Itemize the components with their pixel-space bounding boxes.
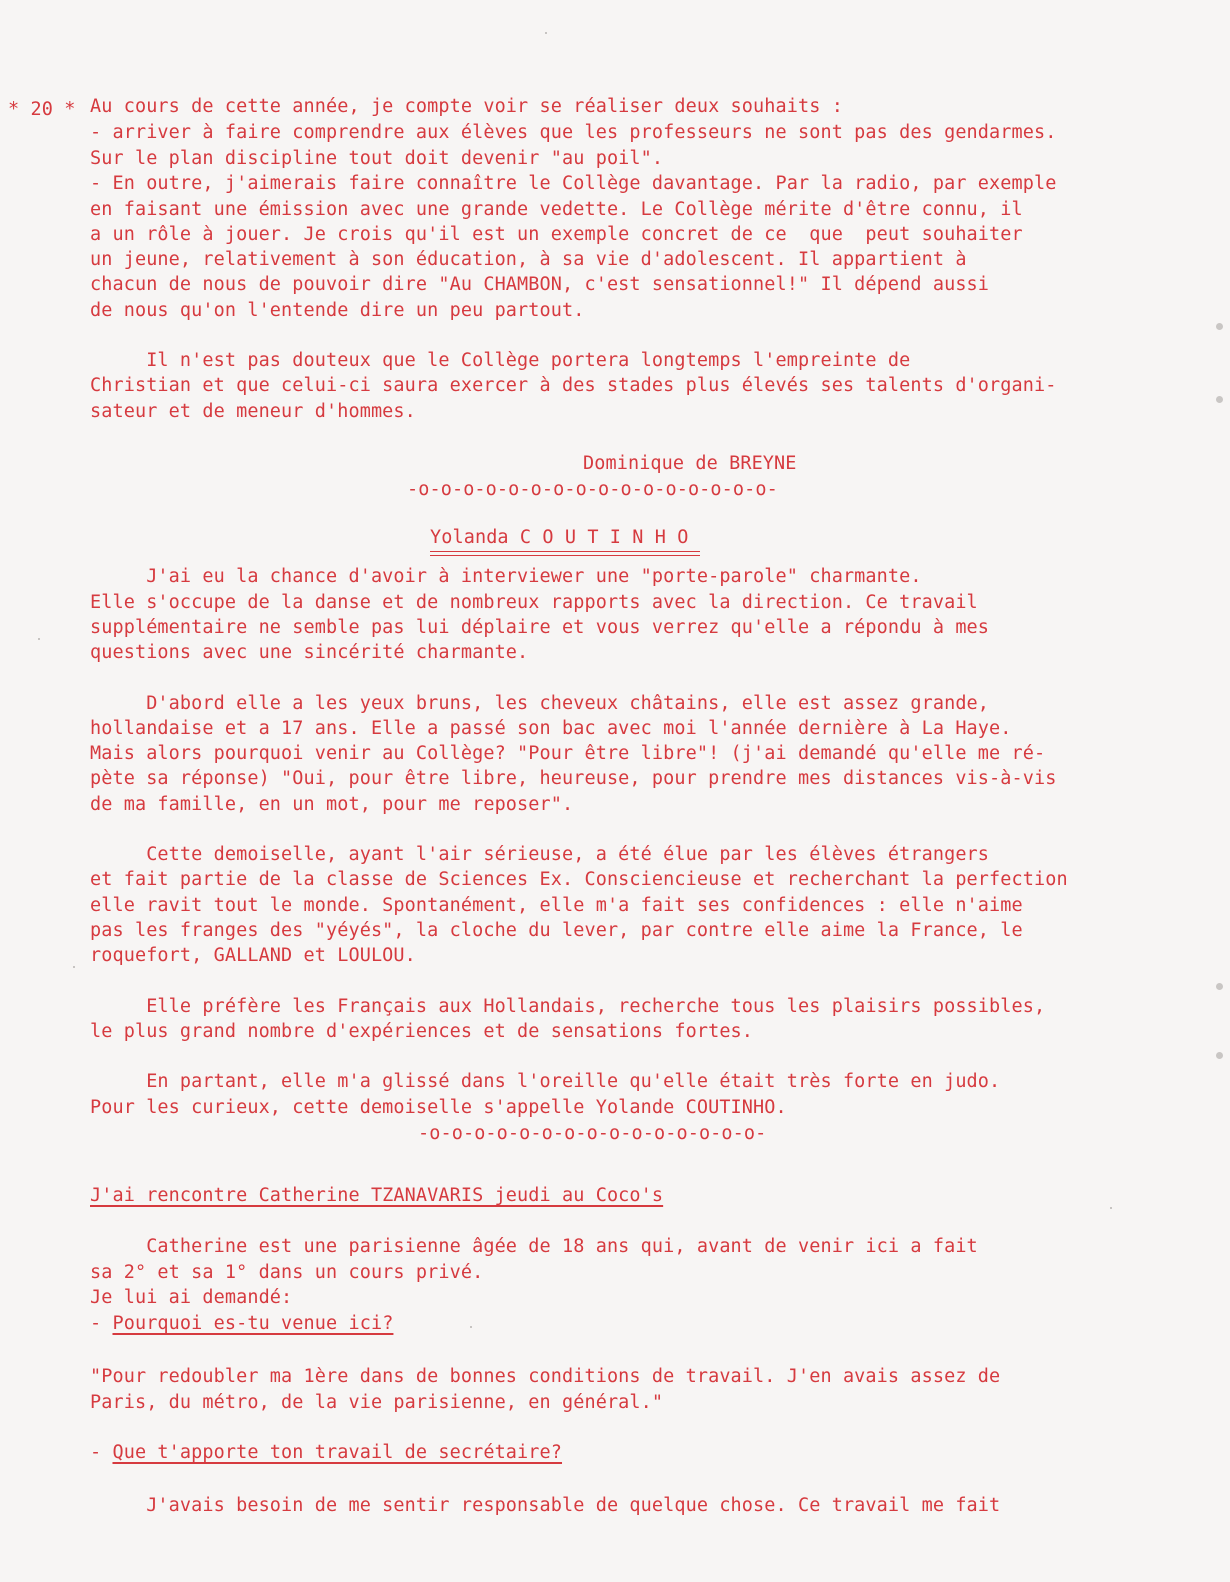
text-line: - En outre, j'aimerais faire connaître le Collège davantage. Par la radio, par exemple	[90, 173, 1057, 194]
paper-speck	[470, 1326, 472, 1328]
page-marker: * 20 *	[8, 99, 76, 120]
text-line: sa 2° et sa 1° dans un cours privé.	[90, 1262, 484, 1283]
text-line: Cette demoiselle, ayant l'air sérieuse, a été élue par les élèves étrangers	[90, 844, 990, 865]
text-line: Mais alors pourquoi venir au Collège? "Pour être libre"! (j'ai demandé qu'elle me ré-	[90, 743, 1046, 764]
text-line: Paris, du métro, de la vie parisienne, en général."	[90, 1392, 664, 1413]
text-line: roquefort, GALLAND et LOULOU.	[90, 945, 416, 966]
question-line	[90, 1311, 393, 1337]
text-line: de ma famille, en un mot, pour me reposer".	[90, 794, 574, 815]
text-line: Au cours de cette année, je compte voir se réaliser deux souhaits :	[90, 96, 843, 117]
text-line: sateur et de meneur d'hommes.	[90, 401, 416, 422]
paper-speck	[545, 32, 547, 34]
section-separator: -o-o-o-o-o-o-o-o-o-o-o-o-o-o-o-o-	[407, 479, 778, 500]
binder-hole	[1216, 983, 1223, 990]
section-title: Yolanda C O U T I N H O	[430, 527, 689, 548]
text-line: Elle s'occupe de la danse et de nombreux rapports avec la direction. Ce travail	[90, 592, 978, 613]
text-line: chacun de nous de pouvoir dire "Au CHAMBON, c'est sensationnel!" Il dépend aussi	[90, 274, 990, 295]
text-line: elle ravit tout le monde. Spontanément, elle m'a fait ses confidences : elle n'aime	[90, 895, 1023, 916]
question-text: Que t'apporte ton travail de secrétaire?	[112, 1442, 563, 1463]
question-line	[90, 1440, 562, 1466]
text-line: questions avec une sincérité charmante.	[90, 642, 529, 663]
text-line: supplémentaire ne semble pas lui déplaire et vous verrez qu'elle a répondu à mes	[90, 617, 990, 638]
text-line: J'avais besoin de me sentir responsable de quelque chose. Ce travail me fait	[90, 1495, 1001, 1516]
section-heading: J'ai rencontre Catherine TZANAVARIS jeudi au Coco's	[90, 1185, 664, 1206]
text-line: Sur le plan discipline tout doit devenir "au poil".	[90, 148, 664, 169]
binder-hole	[1216, 323, 1223, 330]
text-line: - arriver à faire comprendre aux élèves que les professeurs ne sont pas des gendarmes.	[90, 122, 1057, 143]
text-line: en faisant une émission avec une grande vedette. Le Collège mérite d'être connu, il	[90, 199, 1023, 220]
text-line: Christian et que celui-ci saura exercer à des stades plus élevés ses talents d'organi-	[90, 375, 1057, 396]
text-line: Elle préfère les Français aux Hollandais, recherche tous les plaisirs possibles,	[90, 996, 1046, 1017]
text-line: D'abord elle a les yeux bruns, les cheveux châtains, elle est assez grande,	[90, 693, 990, 714]
binder-hole	[1216, 1052, 1223, 1059]
text-line: Je lui ai demandé:	[90, 1287, 293, 1308]
text-line: a un rôle à jouer. Je crois qu'il est un exemple concret de ce que peut souhaiter	[90, 224, 1023, 245]
text-line: de nous qu'on l'entende dire un peu partout.	[90, 300, 585, 321]
text-line: Catherine est une parisienne âgée de 18 ans qui, avant de venir ici a fait	[90, 1236, 978, 1257]
text-line: Il n'est pas douteux que le Collège portera longtemps l'empreinte de	[90, 350, 911, 371]
text-line: pas les franges des "yéyés", la cloche du lever, par contre elle aime la France, le	[90, 920, 1023, 941]
text-line: un jeune, relativement à son éducation, à sa vie d'adolescent. Il appartient à	[90, 249, 967, 270]
text-line: pète sa réponse) "Oui, pour être libre, heureuse, pour prendre mes distances vis-à-vis	[90, 768, 1057, 789]
section-separator: -o-o-o-o-o-o-o-o-o-o-o-o-o-o-o-	[418, 1123, 767, 1144]
text-line: et fait partie de la classe de Sciences Ex. Consciencieuse et recherchant la perfection	[90, 869, 1068, 890]
author-signature: Dominique de BREYNE	[583, 453, 797, 474]
title-double-underline	[430, 551, 700, 556]
question-dash: -	[90, 1442, 113, 1463]
text-line: Pour les curieux, cette demoiselle s'appelle Yolande COUTINHO.	[90, 1097, 787, 1118]
paper-speck	[38, 638, 40, 640]
text-line: En partant, elle m'a glissé dans l'oreille qu'elle était très forte en judo.	[90, 1071, 1001, 1092]
text-line: "Pour redoubler ma 1ère dans de bonnes conditions de travail. J'en avais assez de	[90, 1366, 1001, 1387]
paper-speck	[73, 966, 75, 968]
paper-speck	[1110, 1207, 1112, 1209]
question-dash: -	[90, 1313, 113, 1334]
question-text: Pourquoi es-tu venue ici?	[112, 1313, 394, 1334]
text-line: le plus grand nombre d'expériences et de sensations fortes.	[90, 1021, 754, 1042]
binder-hole	[1216, 396, 1223, 403]
text-line: J'ai eu la chance d'avoir à interviewer une "porte-parole" charmante.	[90, 566, 922, 587]
text-line: hollandaise et a 17 ans. Elle a passé son bac avec moi l'année dernière à La Haye.	[90, 718, 1012, 739]
